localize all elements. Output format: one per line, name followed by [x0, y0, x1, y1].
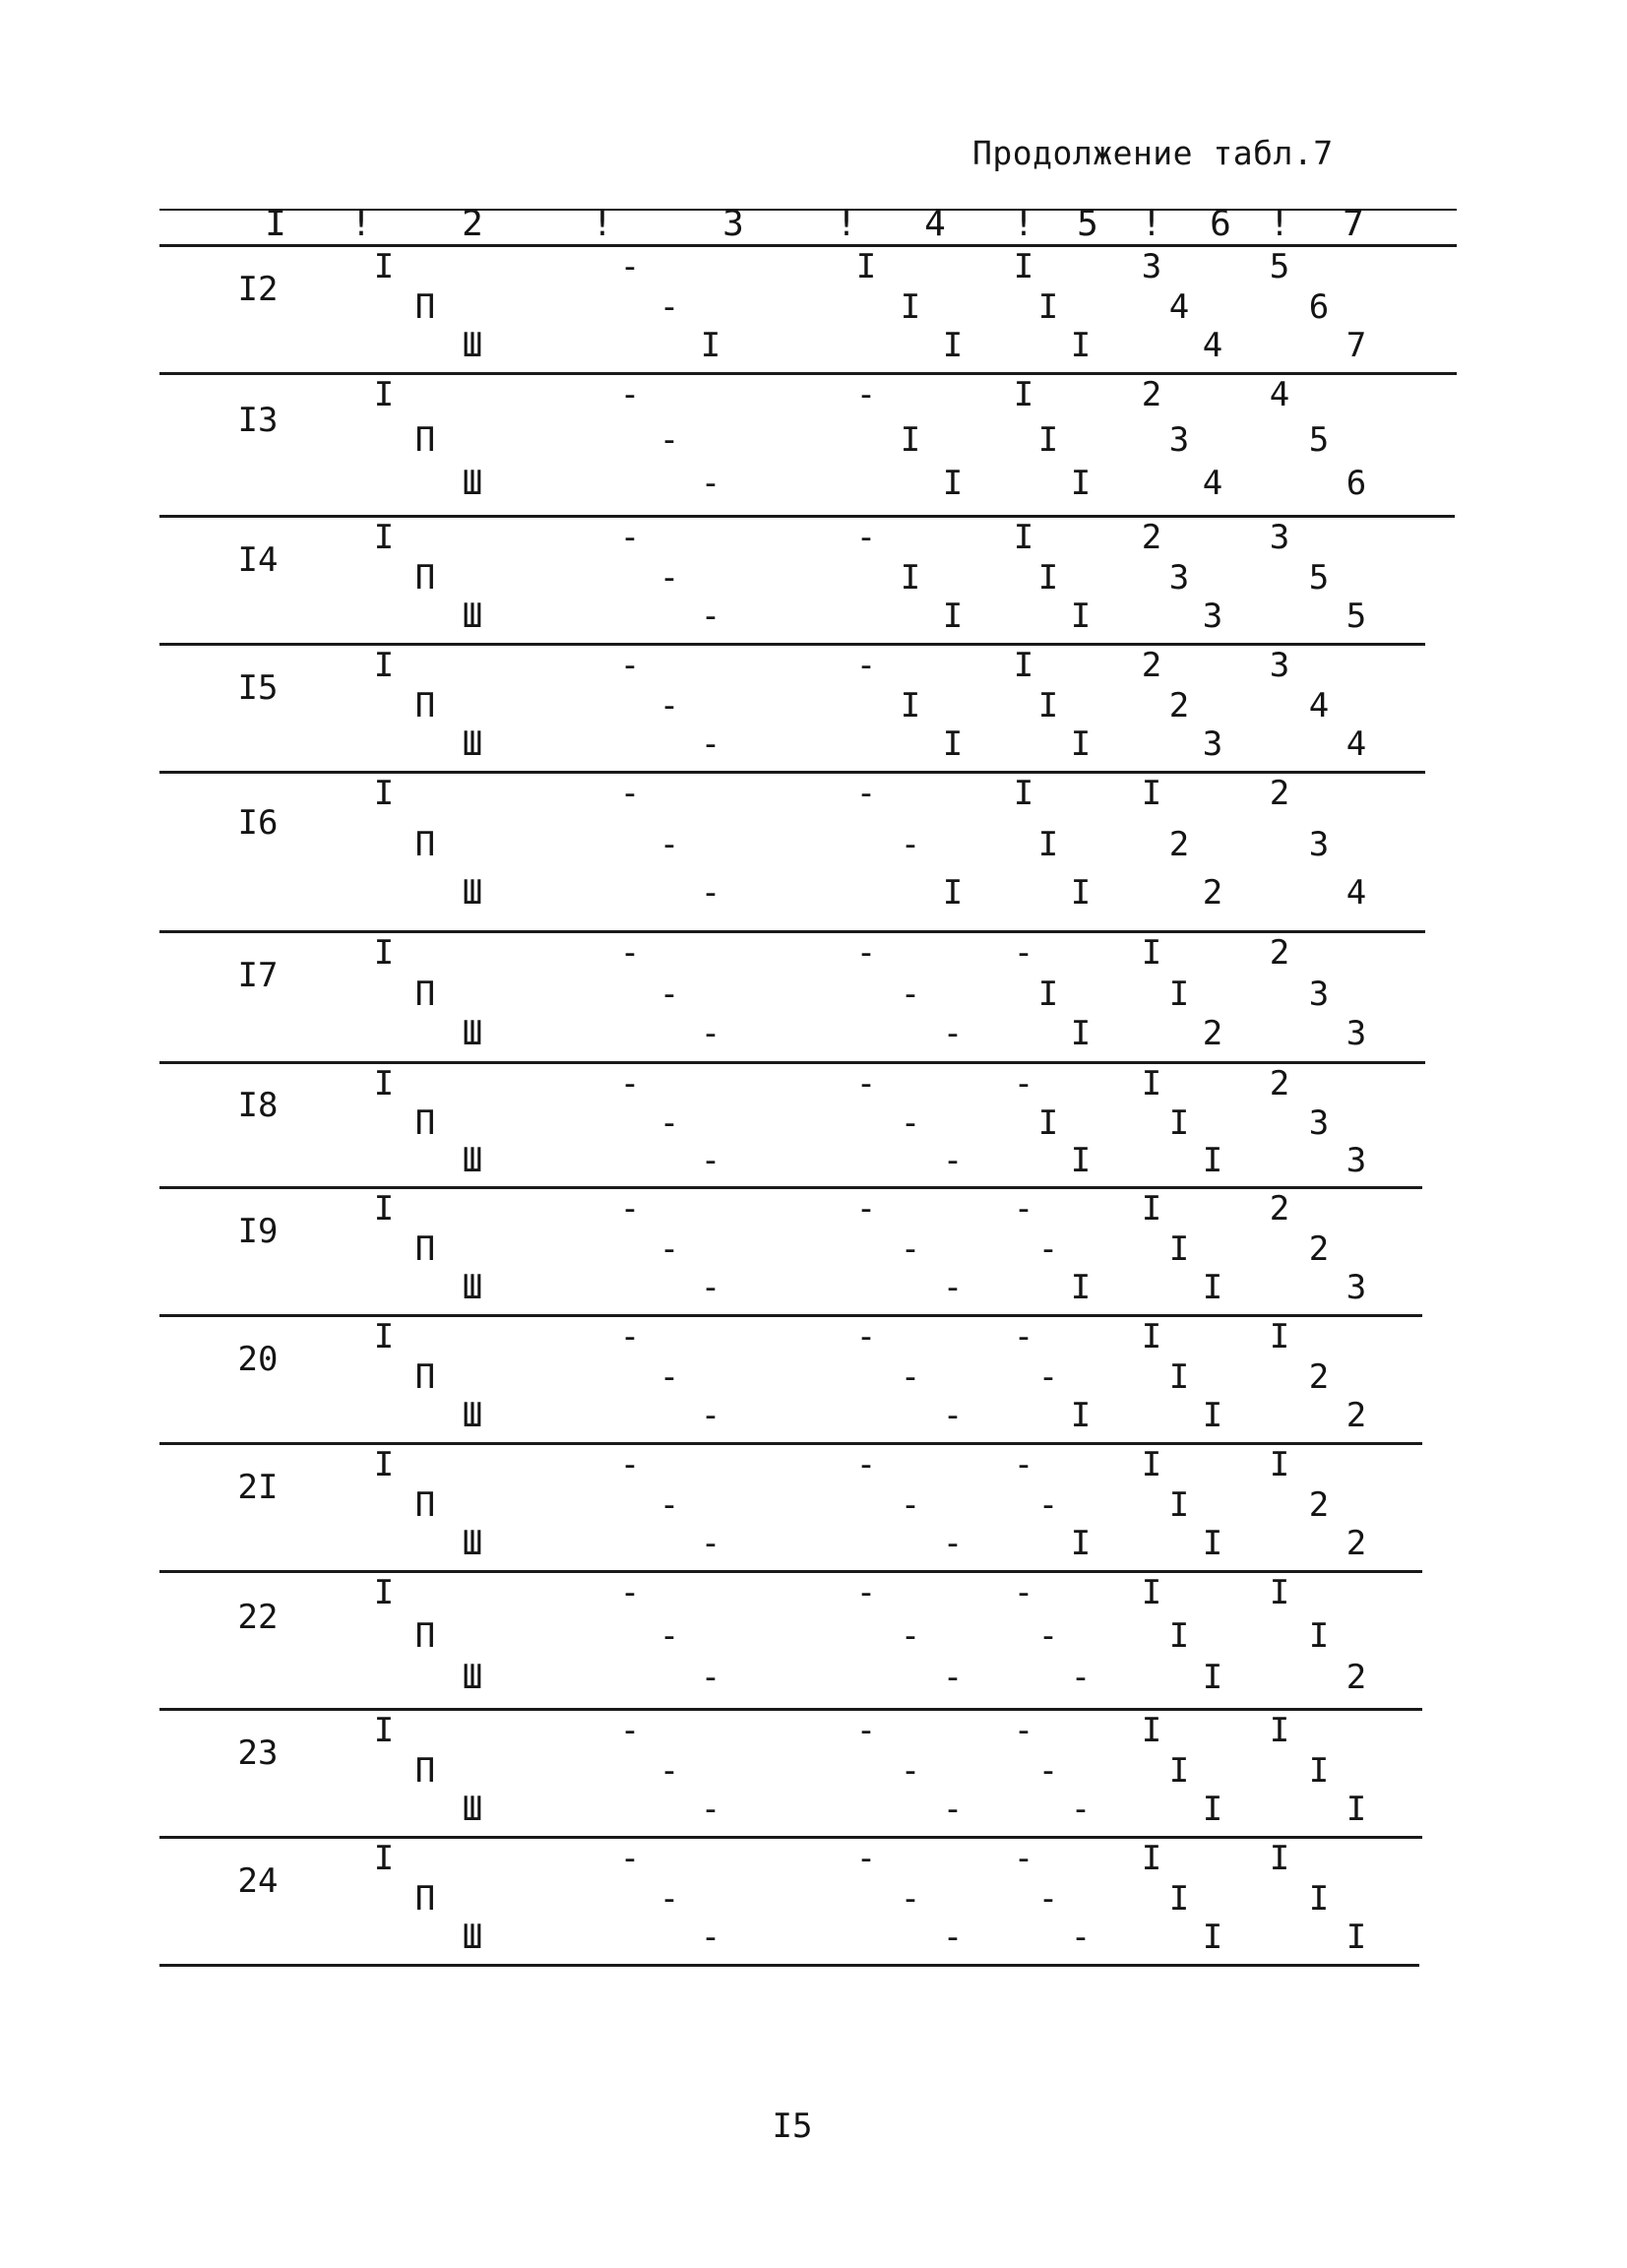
table-cell: 3	[1345, 1013, 1367, 1053]
table-cell: I	[373, 1064, 395, 1103]
table-cell: I	[1168, 974, 1190, 1014]
table-cell: П	[414, 420, 436, 461]
table-cell: -	[1013, 1711, 1034, 1750]
table-cell: I	[373, 518, 395, 557]
table-cell: -	[658, 557, 680, 598]
table-cell: Ш	[462, 724, 483, 764]
table-cell: I	[1308, 1750, 1330, 1791]
table-cell: Ш	[462, 325, 483, 365]
row-number: I3	[237, 400, 279, 440]
table-cell: -	[1037, 1356, 1059, 1397]
table-cell: -	[658, 1228, 680, 1269]
table-cell: -	[619, 518, 641, 557]
table-cell: I	[373, 1839, 395, 1878]
table-cell: 3	[1202, 596, 1223, 636]
table-cell: I	[1141, 1573, 1162, 1612]
table-cell: 4	[1345, 872, 1367, 913]
table-cell: -	[855, 1839, 877, 1878]
column-separator: !	[836, 204, 857, 244]
table-cell: П	[414, 1878, 436, 1919]
table-cell: -	[1013, 1317, 1034, 1356]
table-cell: I	[900, 685, 921, 725]
table-cell: I	[1269, 1839, 1290, 1878]
table-cell: -	[619, 646, 641, 685]
table-cell: -	[900, 1356, 921, 1397]
table-cell: I	[1269, 1711, 1290, 1750]
table-cell: -	[900, 1878, 921, 1919]
table-cell: I	[900, 286, 921, 327]
column-header: 7	[1343, 204, 1364, 244]
table-cell: 4	[1345, 724, 1367, 764]
column-separator: !	[1141, 204, 1162, 244]
table-cell: -	[855, 1445, 877, 1484]
table-cell: I	[373, 247, 395, 286]
table-cell: -	[658, 1750, 680, 1791]
table-cell: I	[1070, 325, 1092, 365]
table-cell: -	[855, 933, 877, 973]
table-cell: 2	[1269, 1064, 1290, 1103]
table-cell: I	[942, 724, 964, 764]
table-cell: I	[1037, 557, 1059, 598]
table-cell: I	[373, 1317, 395, 1356]
table-cell: 2	[1141, 518, 1162, 557]
table-cell: -	[658, 1616, 680, 1657]
table-cell: 3	[1308, 825, 1330, 865]
table-cell: I	[942, 463, 964, 503]
table-cell: 2	[1269, 1189, 1290, 1228]
table-cell: I	[1345, 1789, 1367, 1829]
table-cell: -	[1013, 1064, 1034, 1103]
table-cell: Ш	[462, 1013, 483, 1053]
column-header: 2	[462, 204, 483, 244]
table-rule	[159, 930, 1425, 933]
table-cell: 3	[1202, 724, 1223, 764]
table-cell: -	[1037, 1878, 1059, 1919]
table-cell: I	[1202, 1789, 1223, 1829]
table-cell: I	[1037, 1102, 1059, 1143]
table-cell: -	[855, 1317, 877, 1356]
table-cell: -	[700, 463, 721, 503]
table-cell: -	[1013, 933, 1034, 973]
table-cell: 3	[1168, 420, 1190, 461]
table-cell: I	[1070, 1395, 1092, 1435]
table-cell: -	[619, 1445, 641, 1484]
table-cell: I	[1168, 1102, 1190, 1143]
table-cell: -	[700, 1658, 721, 1698]
table-cell: I	[373, 1445, 395, 1484]
table-cell: -	[658, 1102, 680, 1143]
table-cell: I	[373, 1189, 395, 1228]
table-cell: -	[700, 724, 721, 764]
table-cell: I	[1141, 1189, 1162, 1228]
table-cell: Ш	[462, 872, 483, 913]
table-cell: -	[658, 420, 680, 461]
table-cell: I	[1141, 1064, 1162, 1103]
table-cell: -	[658, 1356, 680, 1397]
table-cell: 2	[1141, 646, 1162, 685]
column-separator: !	[1013, 204, 1034, 244]
table-cell: Ш	[462, 596, 483, 636]
table-cell: I	[373, 1711, 395, 1750]
table-cell: П	[414, 1228, 436, 1269]
table-rule	[159, 643, 1425, 646]
table-cell: -	[900, 1102, 921, 1143]
table-cell: -	[619, 774, 641, 813]
table-cell: I	[942, 596, 964, 636]
table-cell: -	[619, 375, 641, 414]
table-rule	[159, 1442, 1422, 1445]
table-cell: -	[942, 1917, 964, 1957]
row-number: 22	[237, 1597, 279, 1637]
table-cell: I	[1269, 1317, 1290, 1356]
table-rule	[159, 515, 1455, 518]
table-cell: -	[700, 1523, 721, 1563]
table-cell: I	[1013, 774, 1034, 813]
table-cell: -	[658, 1878, 680, 1919]
table-cell: 6	[1308, 286, 1330, 327]
table-cell: 5	[1345, 596, 1367, 636]
table-cell: I	[1070, 596, 1092, 636]
table-cell: I	[1202, 1395, 1223, 1435]
table-cell: I	[1202, 1658, 1223, 1698]
table-cell: -	[900, 974, 921, 1014]
table-cell: I	[1141, 1839, 1162, 1878]
table-rule	[159, 1836, 1422, 1839]
table-cell: I	[1070, 463, 1092, 503]
table-cell: I	[1070, 1140, 1092, 1180]
table-cell: I	[1168, 1484, 1190, 1525]
table-cell: I	[1345, 1917, 1367, 1957]
column-separator: !	[350, 204, 372, 244]
table-cell: 2	[1168, 685, 1190, 725]
table-rule	[159, 1964, 1419, 1967]
table-cell: I	[1168, 1356, 1190, 1397]
table-cell: 3	[1168, 557, 1190, 598]
table-cell: -	[855, 646, 877, 685]
table-cell: 2	[1269, 933, 1290, 973]
table-cell: -	[855, 518, 877, 557]
table-cell: I	[1141, 1445, 1162, 1484]
table-cell: I	[1013, 518, 1034, 557]
table-cell: -	[658, 286, 680, 327]
table-cell: 7	[1345, 325, 1367, 365]
table-cell: 4	[1308, 685, 1330, 725]
table-cell: I	[1070, 1267, 1092, 1307]
table-cell: I	[373, 774, 395, 813]
table-cell: 2	[1345, 1395, 1367, 1435]
table-cell: -	[658, 685, 680, 725]
table-cell: Ш	[462, 1267, 483, 1307]
table-cell: Ш	[462, 463, 483, 503]
table-cell: 4	[1168, 286, 1190, 327]
table-cell: 5	[1308, 420, 1330, 461]
table-cell: 2	[1269, 774, 1290, 813]
table-cell: I	[1037, 420, 1059, 461]
row-number: 2I	[237, 1467, 279, 1507]
table-cell: -	[1037, 1228, 1059, 1269]
table-cell: -	[700, 1267, 721, 1307]
row-number: 23	[237, 1732, 279, 1773]
table-rule	[159, 1186, 1422, 1189]
table-cell: 4	[1269, 375, 1290, 414]
table-cell: 2	[1202, 872, 1223, 913]
table-cell: I	[700, 325, 721, 365]
table-cell: I	[1013, 646, 1034, 685]
table-cell: I	[942, 325, 964, 365]
table-cell: I	[1168, 1878, 1190, 1919]
table-cell: -	[700, 596, 721, 636]
table-cell: I	[1070, 724, 1092, 764]
table-cell: 2	[1202, 1013, 1223, 1053]
table-caption: Продолжение табл.7	[972, 134, 1334, 172]
table-cell: -	[700, 1917, 721, 1957]
table-cell: -	[658, 825, 680, 865]
table-cell: -	[1070, 1789, 1092, 1829]
table-cell: Ш	[462, 1789, 483, 1829]
table-cell: П	[414, 1484, 436, 1525]
table-cell: I	[373, 1573, 395, 1612]
row-number: I6	[237, 802, 279, 843]
table-cell: I	[1269, 1445, 1290, 1484]
table-cell: I	[1168, 1750, 1190, 1791]
row-number: I2	[237, 269, 279, 309]
table-rule	[159, 372, 1457, 375]
table-cell: I	[942, 872, 964, 913]
table-rule	[159, 1314, 1422, 1317]
table-cell: I	[373, 375, 395, 414]
column-header: I	[265, 204, 286, 244]
table-cell: -	[900, 1228, 921, 1269]
table-cell: П	[414, 1102, 436, 1143]
table-cell: I	[900, 420, 921, 461]
table-cell: I	[1037, 685, 1059, 725]
table-cell: -	[700, 872, 721, 913]
table-cell: -	[942, 1658, 964, 1698]
row-number: 24	[237, 1860, 279, 1901]
table-cell: -	[942, 1523, 964, 1563]
table-cell: -	[700, 1013, 721, 1053]
table-cell: -	[619, 933, 641, 973]
table-cell: П	[414, 1616, 436, 1657]
table-cell: 2	[1345, 1523, 1367, 1563]
table-cell: П	[414, 1356, 436, 1397]
table-cell: -	[900, 1484, 921, 1525]
table-cell: -	[619, 1573, 641, 1612]
table-rule	[159, 1570, 1422, 1573]
row-number: 20	[237, 1339, 279, 1379]
table-cell: I	[1037, 286, 1059, 327]
table-cell: 4	[1202, 325, 1223, 365]
column-header: 6	[1210, 204, 1231, 244]
table-cell: 3	[1345, 1267, 1367, 1307]
table-cell: -	[1037, 1616, 1059, 1657]
table-cell: 2	[1141, 375, 1162, 414]
row-number: I8	[237, 1085, 279, 1125]
table-cell: П	[414, 685, 436, 725]
table-cell: -	[1013, 1445, 1034, 1484]
table-cell: -	[1037, 1750, 1059, 1791]
table-cell: 5	[1269, 247, 1290, 286]
table-cell: -	[700, 1395, 721, 1435]
table-cell: I	[1013, 375, 1034, 414]
table-cell: -	[855, 1573, 877, 1612]
table-cell: Ш	[462, 1917, 483, 1957]
table-cell: -	[855, 1189, 877, 1228]
table-cell: П	[414, 974, 436, 1014]
table-cell: I	[1037, 825, 1059, 865]
table-cell: 6	[1345, 463, 1367, 503]
table-cell: П	[414, 825, 436, 865]
table-cell: -	[1013, 1189, 1034, 1228]
table-cell: 2	[1308, 1356, 1330, 1397]
table-cell: I	[1141, 1711, 1162, 1750]
table-cell: 2	[1308, 1484, 1330, 1525]
table-cell: -	[855, 1711, 877, 1750]
table-cell: -	[1013, 1573, 1034, 1612]
table-cell: I	[373, 646, 395, 685]
table-cell: I	[1202, 1523, 1223, 1563]
table-cell: Ш	[462, 1658, 483, 1698]
table-cell: Ш	[462, 1395, 483, 1435]
table-cell: -	[900, 1616, 921, 1657]
table-cell: 3	[1269, 518, 1290, 557]
table-cell: 3	[1308, 1102, 1330, 1143]
table-cell: I	[1070, 872, 1092, 913]
table-cell: I	[1141, 1317, 1162, 1356]
table-cell: -	[619, 247, 641, 286]
table-cell: I	[1037, 974, 1059, 1014]
table-cell: -	[658, 1484, 680, 1525]
table-rule	[159, 771, 1425, 774]
table-cell: I	[1202, 1140, 1223, 1180]
table-cell: -	[1037, 1484, 1059, 1525]
table-rule	[159, 1061, 1425, 1064]
table-cell: -	[942, 1267, 964, 1307]
table-cell: -	[942, 1789, 964, 1829]
table-cell: 3	[1345, 1140, 1367, 1180]
table-cell: I	[1013, 247, 1034, 286]
column-header: 4	[924, 204, 946, 244]
table-cell: I	[1070, 1523, 1092, 1563]
table-cell: 5	[1308, 557, 1330, 598]
table-cell: -	[942, 1013, 964, 1053]
table-cell: -	[619, 1317, 641, 1356]
table-cell: -	[855, 1064, 877, 1103]
column-separator: !	[592, 204, 613, 244]
table-cell: -	[619, 1839, 641, 1878]
table-cell: I	[1308, 1616, 1330, 1657]
table-cell: I	[1269, 1573, 1290, 1612]
table-cell: П	[414, 557, 436, 598]
table-cell: -	[700, 1140, 721, 1180]
table-cell: 3	[1141, 247, 1162, 286]
table-cell: -	[855, 375, 877, 414]
table-cell: I	[1202, 1917, 1223, 1957]
table-cell: -	[1013, 1839, 1034, 1878]
table-cell: I	[1141, 774, 1162, 813]
table-cell: Ш	[462, 1140, 483, 1180]
table-cell: -	[1070, 1658, 1092, 1698]
row-number: I9	[237, 1211, 279, 1251]
table-cell: 4	[1202, 463, 1223, 503]
table-cell: I	[1168, 1228, 1190, 1269]
table-cell: 3	[1308, 974, 1330, 1014]
page-number: I5	[772, 2107, 813, 2146]
table-cell: -	[1070, 1917, 1092, 1957]
table-cell: 2	[1168, 825, 1190, 865]
table-cell: П	[414, 1750, 436, 1791]
table-rule	[159, 1708, 1422, 1711]
table-cell: -	[619, 1189, 641, 1228]
table-cell: Ш	[462, 1523, 483, 1563]
column-header: 5	[1077, 204, 1098, 244]
table-cell: I	[1141, 933, 1162, 973]
table-cell: 3	[1269, 646, 1290, 685]
table-cell: П	[414, 286, 436, 327]
table-cell: -	[942, 1140, 964, 1180]
table-rule	[159, 244, 1457, 247]
table-cell: -	[900, 1750, 921, 1791]
table-cell: 2	[1308, 1228, 1330, 1269]
table-cell: I	[373, 933, 395, 973]
table-cell: -	[619, 1711, 641, 1750]
table-cell: I	[855, 247, 877, 286]
column-header: 3	[722, 204, 744, 244]
table-cell: -	[900, 825, 921, 865]
table-cell: -	[619, 1064, 641, 1103]
row-number: I4	[237, 539, 279, 580]
table-cell: I	[1202, 1267, 1223, 1307]
table-cell: I	[1308, 1878, 1330, 1919]
table-cell: 2	[1345, 1658, 1367, 1698]
table-cell: -	[700, 1789, 721, 1829]
table-cell: -	[658, 974, 680, 1014]
table-cell: I	[1070, 1013, 1092, 1053]
table-cell: I	[1168, 1616, 1190, 1657]
table-cell: -	[855, 774, 877, 813]
row-number: I7	[237, 956, 279, 996]
column-separator: !	[1269, 204, 1290, 244]
table-cell: -	[942, 1395, 964, 1435]
row-number: I5	[237, 667, 279, 708]
table-cell: I	[900, 557, 921, 598]
